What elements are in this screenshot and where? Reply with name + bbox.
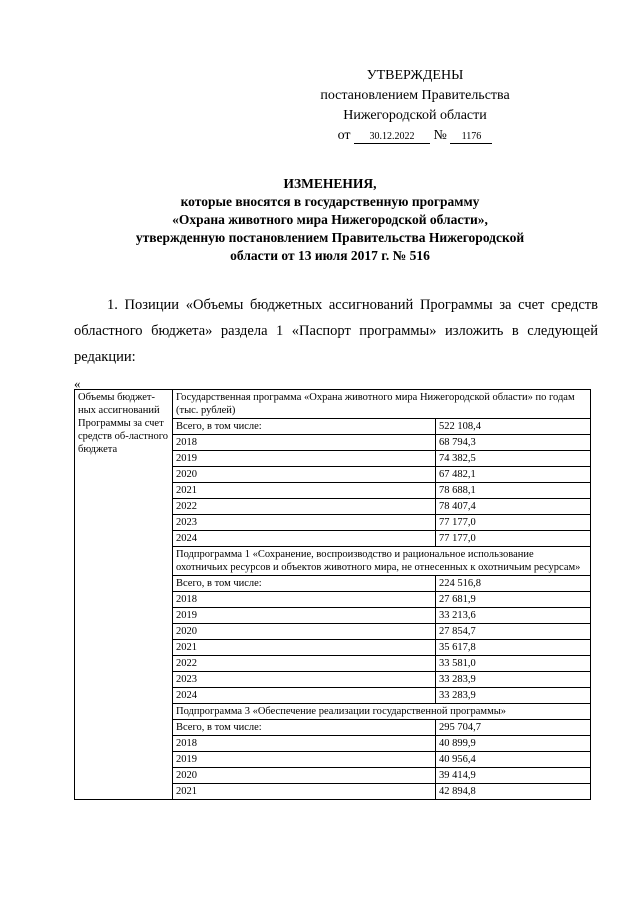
value-cell: 33 213,6 xyxy=(436,608,591,624)
year-cell: Всего, в том числе: xyxy=(173,419,436,435)
year-cell: 2020 xyxy=(173,624,436,640)
year-cell: 2018 xyxy=(173,592,436,608)
year-cell: 2022 xyxy=(173,499,436,515)
approval-line2: Нижегородской области xyxy=(343,108,487,123)
date-prefix: от xyxy=(337,128,351,143)
value-cell: 33 283,9 xyxy=(436,688,591,704)
value-cell: 77 177,0 xyxy=(436,531,591,547)
heading-line-4: утвержденную постановлением Правительства Нижегородской xyxy=(135,230,525,245)
year-cell: 2019 xyxy=(173,451,436,467)
value-cell: 522 108,4 xyxy=(436,419,591,435)
approval-number: 1176 xyxy=(450,131,492,144)
budget-table xyxy=(74,389,591,800)
approval-title: УТВЕРЖДЕНЫ xyxy=(366,68,464,83)
document-heading xyxy=(60,175,600,265)
approval-stamp xyxy=(300,66,530,146)
number-sign: № xyxy=(433,128,447,143)
heading-line-2: которые вносятся в государственную программу xyxy=(180,194,480,209)
value-cell: 295 704,7 xyxy=(436,720,591,736)
heading-line-1: ИЗМЕНЕНИЯ, xyxy=(283,176,377,191)
value-cell: 77 177,0 xyxy=(436,515,591,531)
year-cell: 2024 xyxy=(173,531,436,547)
year-cell: 2021 xyxy=(173,784,436,800)
paragraph-1 xyxy=(74,292,598,370)
value-cell: 39 414,9 xyxy=(436,768,591,784)
value-cell: 78 407,4 xyxy=(436,499,591,515)
value-cell: 67 482,1 xyxy=(436,467,591,483)
year-cell: 2022 xyxy=(173,656,436,672)
value-cell: 74 382,5 xyxy=(436,451,591,467)
heading-line-5: области от 13 июля 2017 г. № 516 xyxy=(230,248,430,263)
value-cell: 33 581,0 xyxy=(436,656,591,672)
year-cell: 2021 xyxy=(173,483,436,499)
section-header-cell: Государственная программа «Охрана животного мира Нижегородской области» по годам (тыс. рублей) xyxy=(173,390,591,419)
value-cell: 40 899,9 xyxy=(436,736,591,752)
heading-line-3: «Охрана животного мира Нижегородской области», xyxy=(172,212,488,227)
value-cell: 40 956,4 xyxy=(436,752,591,768)
year-cell: 2018 xyxy=(173,736,436,752)
year-cell: 2019 xyxy=(173,608,436,624)
section-header-cell: Подпрограмма 3 «Обеспечение реализации государственной программы» xyxy=(173,704,591,720)
value-cell: 35 617,8 xyxy=(436,640,591,656)
value-cell: 78 688,1 xyxy=(436,483,591,499)
year-cell: 2023 xyxy=(173,672,436,688)
value-cell: 33 283,9 xyxy=(436,672,591,688)
paragraph-first-line: 1. Позиции «Объемы бюджетных ассигнований Программы за счет средств xyxy=(107,297,598,313)
section-header-cell: Подпрограмма 1 «Сохранение, воспроизводство и рациональное использование охотничьих ресурсов и объектов животного мира, не отнесенных к охотничьим ресурсам» xyxy=(173,547,591,576)
year-cell: 2020 xyxy=(173,768,436,784)
approval-line1: постановлением Правительства xyxy=(320,88,510,103)
value-cell: 42 894,8 xyxy=(436,784,591,800)
approval-date: 30.12.2022 xyxy=(354,131,430,144)
year-cell: 2021 xyxy=(173,640,436,656)
value-cell: 224 516,8 xyxy=(436,576,591,592)
year-cell: 2024 xyxy=(173,688,436,704)
value-cell: 68 794,3 xyxy=(436,435,591,451)
year-cell: 2023 xyxy=(173,515,436,531)
opening-quote: « xyxy=(74,376,81,391)
approval-date-line xyxy=(300,126,530,146)
year-cell: 2018 xyxy=(173,435,436,451)
value-cell: 27 681,9 xyxy=(436,592,591,608)
year-cell: 2020 xyxy=(173,467,436,483)
value-cell: 27 854,7 xyxy=(436,624,591,640)
year-cell: Всего, в том числе: xyxy=(173,720,436,736)
paragraph-rest: областного бюджета» раздела 1 «Паспорт программы» изложить в следующей редакции: xyxy=(74,323,598,365)
table-label-cell: Объемы бюджет-ных ассигнований Программы за счет средств об-ластного бюджета xyxy=(75,390,173,800)
program-header-row xyxy=(75,390,591,419)
year-cell: 2019 xyxy=(173,752,436,768)
year-cell: Всего, в том числе: xyxy=(173,576,436,592)
